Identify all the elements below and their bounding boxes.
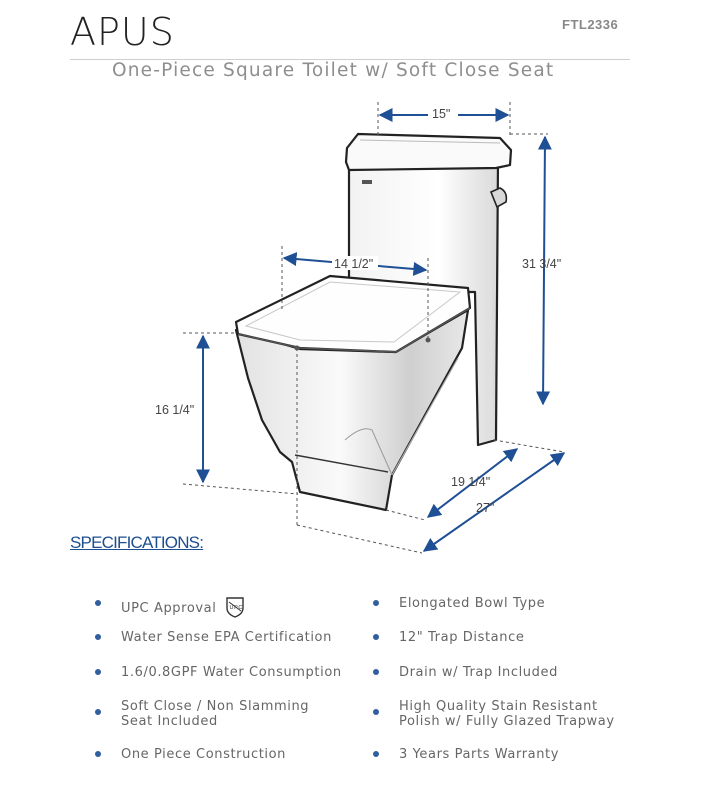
- model-number: FTL2336: [562, 17, 619, 32]
- bullet-icon: [95, 751, 101, 757]
- dim-tank-width: 15": [432, 107, 451, 121]
- spec-item: UPC Approval UPC: [121, 596, 391, 618]
- spec-item: Elongated Bowl Type: [399, 596, 669, 611]
- dim-total-height: 31 3/4": [522, 257, 562, 271]
- svg-text:UPC: UPC: [229, 605, 244, 611]
- spec-item: High Quality Stain Resistant Polish w/ Fully Glazed Trapway: [399, 699, 699, 729]
- dim-bowl-depth: 19 1/4": [451, 475, 491, 489]
- spec-item: Drain w/ Trap Included: [399, 665, 669, 680]
- spec-item: Soft Close / Non Slamming Seat Included: [121, 699, 391, 729]
- bullet-icon: [373, 709, 379, 715]
- bullet-icon: [95, 600, 101, 606]
- specifications-heading: SPECIFICATIONS:: [70, 533, 204, 552]
- brand-name: APUS: [70, 10, 175, 54]
- bullet-icon: [373, 669, 379, 675]
- bullet-icon: [95, 669, 101, 675]
- spec-item: One Piece Construction: [121, 747, 391, 762]
- bullet-icon: [373, 600, 379, 606]
- upc-certification-icon: [224, 596, 246, 618]
- bullet-icon: [373, 751, 379, 757]
- dim-total-depth: 27": [476, 501, 495, 515]
- spec-item: Water Sense EPA Certification: [121, 630, 391, 645]
- spec-item: 3 Years Parts Warranty: [399, 747, 669, 762]
- dim-seat-height: 16 1/4": [155, 403, 195, 417]
- spec-item: 1.6/0.8GPF Water Consumption: [121, 665, 391, 680]
- bullet-icon: [95, 709, 101, 715]
- bullet-icon: [373, 634, 379, 640]
- product-subtitle: One-Piece Square Toilet w/ Soft Close Seat: [112, 60, 555, 81]
- dim-seat-width: 14 1/2": [334, 257, 374, 271]
- spec-item: 12" Trap Distance: [399, 630, 669, 645]
- bullet-icon: [95, 634, 101, 640]
- brand-badge: [362, 180, 372, 184]
